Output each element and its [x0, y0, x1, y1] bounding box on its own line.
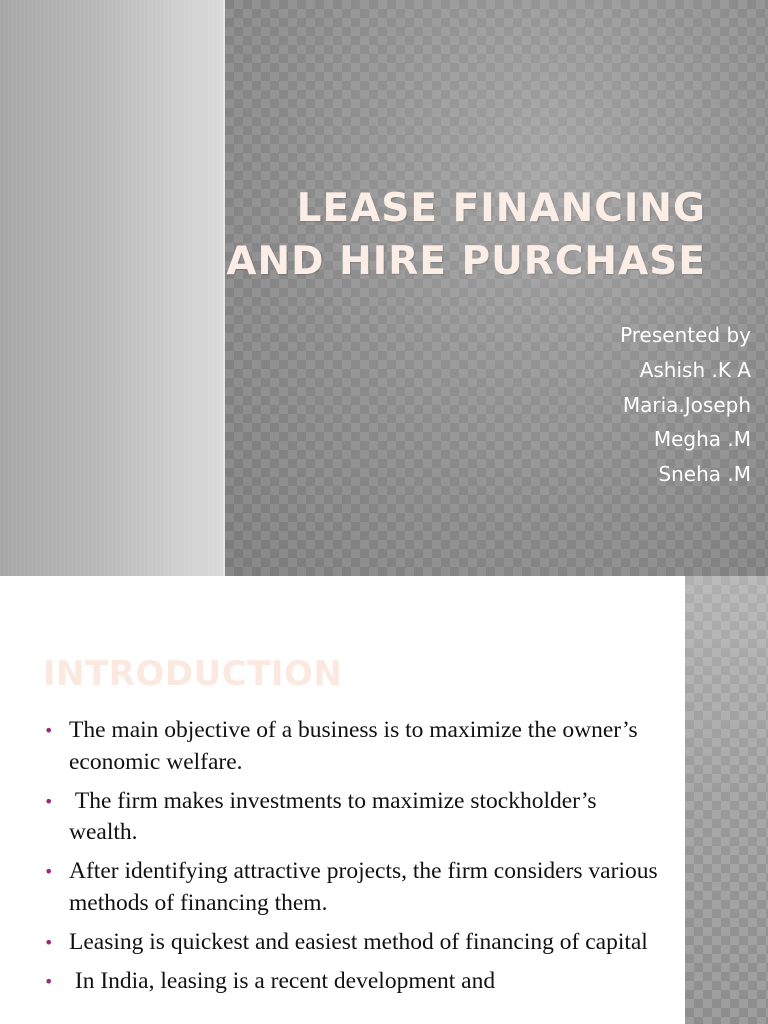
presenter-name: Maria.Joseph — [622, 392, 751, 417]
bullet-item — [44, 856, 664, 919]
presenters-block — [451, 318, 751, 492]
bullet-item — [44, 786, 664, 849]
bullet-icon: • — [44, 932, 54, 952]
right-pattern-strip — [685, 576, 768, 1024]
presenters-label: Presented by — [620, 323, 751, 347]
bullet-text: After identifying attractive projects, the firm considers various methods of financing them. — [69, 858, 664, 916]
left-gradient-panel — [0, 0, 224, 576]
slide-heading: INTRODUCTION — [43, 654, 343, 694]
bullet-item — [44, 927, 664, 959]
bullet-text: Leasing is quickest and easiest method of financing of capital — [69, 928, 648, 955]
bullet-icon: • — [44, 862, 54, 881]
presenter-name: Sneha .M — [658, 462, 751, 487]
bullet-text: The firm makes investments to maximize stockholder’s wealth. — [69, 787, 603, 845]
bullet-list — [44, 715, 664, 1005]
bullet-text: In India, leasing is a recent development and — [69, 967, 496, 994]
bullet-icon: • — [44, 791, 54, 811]
bullet-item — [44, 715, 664, 778]
presenter-name: Ashish .K A — [639, 357, 751, 382]
bullet-icon: • — [44, 971, 54, 991]
slide-title — [226, 182, 706, 288]
bullet-item — [44, 966, 664, 998]
title-line-2: AND HIRE PURCHASE — [226, 239, 706, 284]
presenter-name: Megha .M — [653, 427, 751, 452]
bullet-text: The main objective of a business is to maximize the owner’s economic welfare. — [69, 717, 644, 775]
title-line-1: LEASE FINANCING — [296, 186, 706, 231]
bullet-icon: • — [44, 721, 54, 740]
introduction-slide — [0, 576, 768, 1024]
